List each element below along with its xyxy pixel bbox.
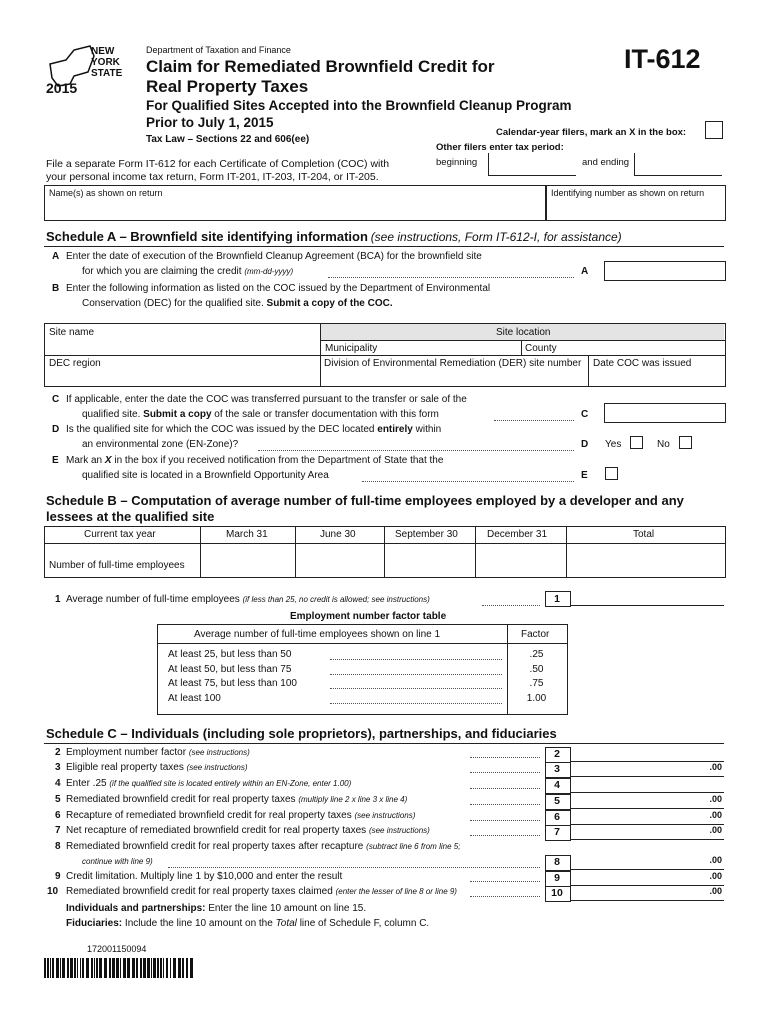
line-a-right-letter: A: [581, 266, 589, 277]
employees-col-4: [475, 526, 476, 577]
line-a-text-1: Enter the date of execution of the Brownfield Cleanup Agreement (BCA) for the brownfield site: [66, 251, 482, 262]
line-2-label: Employment number factor: [66, 747, 187, 758]
en-zone-no-checkbox[interactable]: [679, 436, 692, 449]
line-a-text-2: for which you are claiming the credit (mm-dd-yyyy): [82, 266, 294, 277]
col-total: Total: [633, 529, 655, 540]
factor-row-value: .50: [529, 663, 544, 675]
form-title-line2: Real Property Taxes: [146, 77, 309, 96]
line-e-leader: [362, 481, 574, 482]
line-b-text-2: Conservation (DEC) for the qualified site. Submit a copy of the COC.: [82, 298, 393, 309]
form-subtitle-line1: For Qualified Sites Accepted into the Brownfield Cleanup Program: [146, 98, 572, 113]
line-7-amount-field[interactable]: [571, 825, 724, 840]
county-field[interactable]: [523, 342, 723, 354]
line-7-cents: .00: [709, 825, 722, 835]
line-5-note: (multiply line 2 x line 3 x line 4): [298, 795, 408, 804]
barcode-bar: [44, 958, 46, 978]
line-6-text: [66, 810, 415, 821]
barcode-bar: [67, 958, 69, 978]
site-name-label: Site name: [49, 327, 95, 338]
fiduciaries-note: Fiduciaries: Include the line 10 amount on the Total line of Schedule F, column C.: [66, 918, 430, 929]
barcode-bar: [157, 958, 159, 978]
barcode-bar: [70, 958, 73, 978]
employees-march-field[interactable]: [202, 545, 293, 575]
name-label: Name(s) as shown on return: [49, 188, 163, 198]
barcode-bar: [143, 958, 146, 978]
col-march-31: March 31: [226, 529, 268, 540]
factor-row-range: At least 75, but less than 100: [168, 678, 297, 689]
barcode-bar: [160, 958, 162, 978]
site-location-label: Site location: [496, 327, 551, 338]
barcode-bar: [104, 958, 107, 978]
barcode-bar: [166, 958, 168, 978]
barcode-bar: [163, 958, 164, 978]
barcode-bar: [173, 958, 176, 978]
factor-row-value: 1.00: [526, 692, 547, 704]
site-table-mid-rule: [44, 355, 725, 356]
line-c-right-letter: C: [581, 409, 589, 420]
barcode-bar: [80, 958, 81, 978]
line-e-text-2: qualified site is located in a Brownfield Opportunity Area: [82, 470, 329, 481]
schedule-b-title-line1: Schedule B – Computation of average number of full-time employees employed by a developer and any: [46, 493, 684, 508]
line-10-amount-field[interactable]: [571, 886, 724, 901]
factor-row-leader: [330, 674, 502, 675]
line-a-leader: [328, 277, 574, 278]
line-6-amount-field[interactable]: [571, 810, 724, 825]
line-9-amount-field[interactable]: [571, 871, 724, 886]
line-8-note-cont: continue with line 9): [82, 857, 153, 866]
line-8-leader: [168, 867, 540, 868]
line-6-leader: [470, 820, 540, 821]
en-zone-yes-label: Yes: [605, 439, 622, 450]
line-8-label: Remediated brownfield credit for real property taxes after recapture: [66, 841, 364, 852]
factor-row-range: At least 25, but less than 50: [168, 649, 292, 660]
form-number: IT-612: [624, 44, 701, 74]
line-7-leader: [470, 835, 540, 836]
line-4-note: (if the qualified site is located entirely within an EN-Zone, enter 1.00): [109, 779, 352, 788]
line-4-text: [66, 778, 351, 789]
line-3-box-number: 3: [554, 763, 560, 775]
dec-region-field[interactable]: [46, 370, 318, 384]
barcode-bar: [182, 958, 184, 978]
logo-text-state: STATE: [91, 68, 123, 79]
barcode-bar: [74, 958, 76, 978]
en-zone-no-label: No: [657, 439, 670, 450]
line-b-letter: B: [52, 283, 60, 294]
barcode: [44, 958, 194, 978]
factor-row-leader: [330, 659, 502, 660]
date-coc-divider: [588, 355, 589, 386]
tax-period-ending-field[interactable]: [634, 153, 722, 176]
line-5-text: [66, 794, 407, 805]
barcode-bar: [120, 958, 121, 978]
line-a-letter: A: [52, 251, 60, 262]
line-1-box-number: 1: [554, 593, 560, 605]
coc-transfer-date-field[interactable]: [604, 403, 726, 423]
site-name-field[interactable]: [46, 338, 318, 354]
schedule-c-rule: [44, 743, 724, 744]
der-number-label: Division of Environmental Remediation (DER) site number: [324, 358, 582, 369]
calendar-year-label: Calendar-year filers, mark an X in the box:: [496, 127, 687, 138]
line-3-number: 3: [55, 762, 61, 773]
barcode-bar: [127, 958, 130, 978]
factor-row-range: At least 50, but less than 75: [168, 663, 292, 675]
line-8-amount-field[interactable]: [571, 855, 724, 870]
bca-date-field[interactable]: [604, 261, 726, 281]
tax-period-beginning-field[interactable]: [488, 153, 576, 176]
line-b-text-1: Enter the following information as listed on the COC issued by the Department of Environmental: [66, 283, 491, 294]
barcode-bar: [178, 958, 181, 978]
barcode-bar: [77, 958, 78, 978]
line-d-leader: [258, 450, 574, 451]
logo-text-new: NEW: [91, 46, 115, 57]
other-filers-label: Other filers enter tax period:: [436, 142, 564, 153]
date-coc-label: Date COC was issued: [593, 358, 692, 369]
line-8-box-number: 8: [554, 856, 560, 868]
barcode-bar: [109, 958, 111, 978]
barcode-bar: [186, 958, 188, 978]
line-7-label: Net recapture of remediated brownfield credit for real property taxes: [66, 825, 367, 836]
line-7-box-number: 7: [554, 826, 560, 838]
barcode-bar: [52, 958, 54, 978]
factor-row-leader: [330, 703, 502, 704]
line-2-leader: [470, 757, 540, 758]
line-10-text: [66, 886, 457, 897]
line-5-cents: .00: [709, 794, 722, 804]
line-4-label: Enter .25: [66, 778, 107, 789]
line-10-cents: .00: [709, 886, 722, 896]
factor-col-range: Average number of full-time employees shown on line 1: [194, 629, 441, 640]
partnerships-note: Individuals and partnerships: Enter the line 10 amount on line 15.: [66, 903, 367, 914]
date-coc-field[interactable]: [590, 370, 723, 384]
line-9-number: 9: [55, 871, 61, 882]
factor-row-value: .25: [529, 649, 544, 660]
barcode-bar: [86, 958, 89, 978]
boa-checkbox[interactable]: [605, 467, 618, 480]
factor-table-title: Employment number factor table: [290, 611, 447, 622]
line-3-amount-field[interactable]: [571, 762, 724, 777]
line-3-label: Eligible real property taxes: [66, 762, 184, 773]
line-2-box-number: 2: [554, 748, 560, 760]
line-2-number: 2: [55, 747, 61, 758]
line-1-text: Average number of full-time employees (if less than 25, no credit is allowed; see instructions): [66, 594, 430, 605]
employees-col-3: [384, 526, 385, 577]
schedule-a-title: Schedule A – Brownfield site identifying information (see instructions, Form IT-612-I, for assistance): [46, 229, 622, 244]
employees-june-field[interactable]: [297, 545, 382, 575]
line-4-amount-field[interactable]: [571, 778, 724, 793]
employees-september-field[interactable]: [386, 545, 473, 575]
line-6-note: (see instructions): [354, 811, 416, 820]
line-2-amount-field[interactable]: [571, 747, 724, 762]
line-6-cents: .00: [709, 810, 722, 820]
line-c-letter: C: [52, 394, 60, 405]
barcode-bar: [50, 958, 51, 978]
employees-total-field[interactable]: [568, 545, 722, 575]
line-c-text-1: If applicable, enter the date the COC was transferred pursuant to the transfer or sale of the: [66, 394, 467, 405]
line-5-label: Remediated brownfield credit for real property taxes: [66, 794, 296, 805]
col-june-30: June 30: [320, 529, 356, 540]
line-d-letter: D: [52, 424, 60, 435]
factor-col-factor: Factor: [521, 629, 550, 640]
line-4-box-number: 4: [554, 779, 560, 791]
employees-col-5: [566, 526, 567, 577]
line-4-number: 4: [55, 778, 61, 789]
line-c-text-2: qualified site. Submit a copy of the sale or transfer documentation with this form: [82, 409, 439, 420]
line-8-text: [66, 841, 460, 852]
tax-law-reference: Tax Law – Sections 22 and 606(ee): [146, 134, 310, 145]
line-8-number: 8: [55, 841, 61, 852]
line-6-number: 6: [55, 810, 61, 821]
line-6-box-number: 6: [554, 811, 560, 823]
line-5-number: 5: [55, 794, 61, 805]
barcode-bar: [147, 958, 150, 978]
barcode-bar: [132, 958, 135, 978]
barcode-bar: [136, 958, 138, 978]
barcode-bar: [151, 958, 152, 978]
line-9-box-number: 9: [554, 872, 560, 884]
barcode-bar: [116, 958, 119, 978]
instructions-line2: your personal income tax return, Form IT-201, IT-203, IT-204, or IT-205.: [46, 171, 379, 183]
der-number-field[interactable]: [322, 370, 586, 384]
line-9-label: Credit limitation. Multiply line 1 by $10,000 and enter the result: [66, 871, 343, 882]
barcode-bar: [91, 958, 93, 978]
barcode-bar: [153, 958, 156, 978]
schedule-c-title: Schedule C – Individuals (including sole proprietors), partnerships, and fiduciaries: [46, 726, 557, 741]
line-6-label: Recapture of remediated brownfield credit for real property taxes: [66, 810, 352, 821]
current-tax-year-label: Current tax year: [84, 529, 156, 540]
form-title-line1: Claim for Remediated Brownfield Credit for: [146, 57, 495, 76]
barcode-bar: [140, 958, 142, 978]
form-year: 2015: [46, 80, 78, 96]
barcode-bar: [60, 958, 61, 978]
line-d-text-2: an environmental zone (EN-Zone)?: [82, 439, 239, 450]
county-divider: [521, 340, 522, 355]
line-9-cents: .00: [709, 871, 722, 881]
line-10-number: 10: [47, 886, 59, 897]
barcode-bar: [47, 958, 49, 978]
municipality-field[interactable]: [322, 342, 518, 354]
line-d-text-1: Is the qualified site for which the COC was issued by the DEC located entirely within: [66, 424, 442, 435]
factor-table-header-rule: [157, 643, 567, 644]
line-5-amount-field[interactable]: [571, 794, 724, 809]
barcode-bar: [112, 958, 115, 978]
line-e-right-letter: E: [581, 470, 588, 481]
site-location-rule: [320, 340, 725, 341]
barcode-bar: [94, 958, 95, 978]
calendar-year-checkbox[interactable]: [705, 121, 723, 139]
line-2-note: (see instructions): [188, 748, 250, 757]
col-december-31: December 31: [487, 529, 548, 540]
line-3-note: (see instructions): [186, 763, 248, 772]
line-8-note: (subtract line 6 from line 5;: [366, 842, 461, 851]
barcode-bar: [96, 958, 98, 978]
line-1-number: 1: [55, 594, 61, 605]
line-7-number: 7: [55, 825, 61, 836]
line-8-cents: .00: [709, 855, 722, 865]
barcode-bar: [62, 958, 65, 978]
barcode-bar: [123, 958, 126, 978]
line-7-note: (see instructions): [368, 826, 430, 835]
line-10-label: Remediated brownfield credit for real property taxes claimed: [66, 886, 333, 897]
line-3-leader: [470, 772, 540, 773]
en-zone-yes-checkbox[interactable]: [630, 436, 643, 449]
barcode-bar: [170, 958, 171, 978]
form-subtitle-line2: Prior to July 1, 2015: [146, 115, 274, 130]
beginning-label: beginning: [436, 157, 478, 168]
instructions-line1: File a separate Form IT-612 for each Certificate of Completion (COC) with: [46, 158, 390, 170]
employees-col-2: [295, 526, 296, 577]
line-e-letter: E: [52, 455, 59, 466]
line-9-leader: [470, 881, 540, 882]
factor-row-range: At least 100: [168, 692, 221, 704]
factor-row-leader: [330, 688, 502, 689]
county-label: County: [525, 343, 557, 354]
barcode-bar: [56, 958, 59, 978]
line-7-text: [66, 825, 430, 836]
line-5-leader: [470, 804, 540, 805]
line-10-note: (enter the lesser of line 8 or line 9): [335, 887, 457, 896]
line-1-amount-field[interactable]: [571, 591, 724, 606]
employees-december-field[interactable]: [477, 545, 564, 575]
line-10-leader: [470, 896, 540, 897]
line-3-cents: .00: [709, 762, 722, 772]
barcode-bar: [190, 958, 193, 978]
line-9-text: [66, 871, 342, 882]
id-number-label: Identifying number as shown on return: [551, 188, 705, 198]
factor-row-value: .75: [529, 678, 544, 689]
barcode-bar: [99, 958, 102, 978]
line-5-box-number: 5: [554, 795, 560, 807]
schedule-a-rule: [44, 246, 724, 247]
schedule-b-title-line2: lessees at the qualified site: [46, 509, 215, 524]
line-c-leader: [494, 420, 574, 421]
line-1-leader: [482, 605, 540, 606]
line-4-leader: [470, 788, 540, 789]
department-name: Department of Taxation and Finance: [146, 45, 291, 55]
dec-region-label: DEC region: [49, 358, 101, 369]
logo-text-york: YORK: [91, 57, 120, 68]
line-10-box-number: 10: [551, 887, 563, 899]
employees-header-rule: [200, 543, 725, 544]
barcode-number: 172001150094: [87, 944, 147, 954]
employees-row-label: Number of full-time employees: [49, 560, 185, 571]
barcode-bar: [82, 958, 84, 978]
ending-label: and ending: [582, 157, 630, 168]
current-tax-year-rule: [44, 543, 200, 544]
municipality-label: Municipality: [325, 343, 378, 354]
line-e-text-1: Mark an X in the box if you received notification from the Department of State that the: [66, 455, 444, 466]
line-2-text: [66, 747, 250, 758]
line-d-right-letter: D: [581, 439, 589, 450]
employees-col-1: [200, 526, 201, 577]
line-3-text: [66, 762, 248, 773]
col-september-30: September 30: [395, 529, 458, 540]
